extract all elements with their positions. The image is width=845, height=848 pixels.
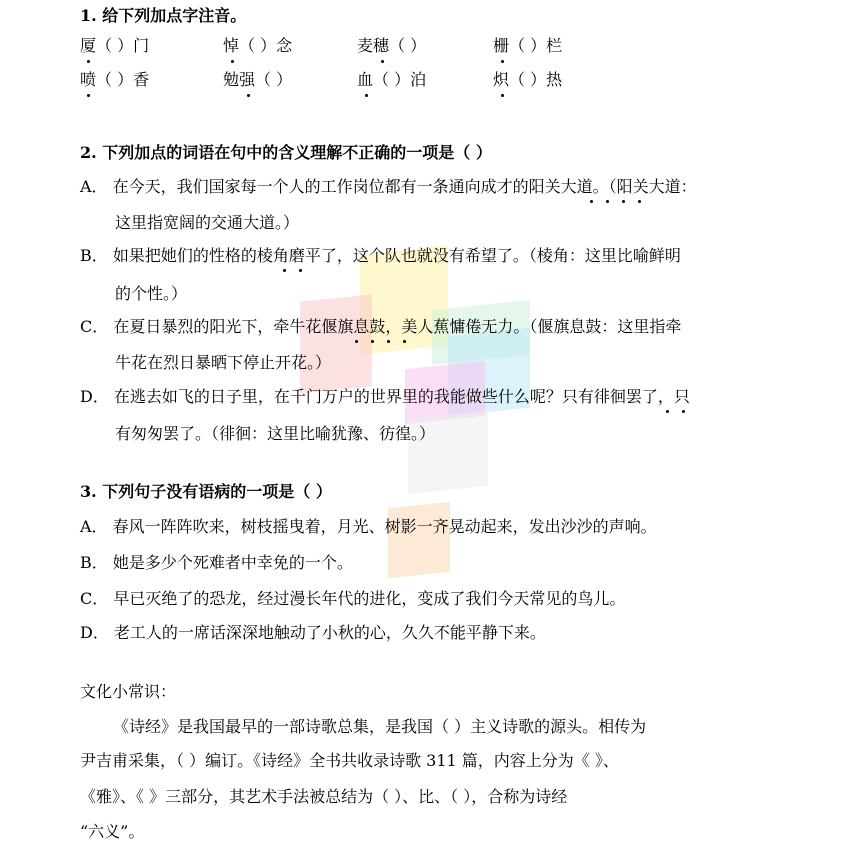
emphasis-dot: [387, 340, 390, 343]
q2-option-c-cont: 牛花在烈日暴晒下停止开花。）: [115, 353, 332, 372]
q2-option-d-cont: 有匆匆罢了。（徘徊：这里比喻犹豫、彷徨。）: [115, 424, 436, 443]
emphasis-dot: [682, 410, 685, 413]
q1-title: 1. 给下列加点字注音。: [80, 6, 247, 25]
q1-item-7: 血（ ）泊: [357, 70, 427, 89]
q3-option-a: A． 春风一阵阵吹来，树枝摇曳着，月光、树影一齐晃动起来，发出沙沙的声响。: [80, 517, 657, 536]
q2-option-b-cont: 的个性。）: [115, 284, 188, 303]
emphasis-dot: [299, 269, 302, 272]
q2-title: 2. 下列加点的词语在句中的含义理解不正确的一项是（ ）: [80, 143, 492, 162]
q1-item-8: 炽（ ）热: [493, 70, 563, 89]
emphasis-dot: [638, 200, 641, 203]
emphasis-dot: [501, 94, 504, 97]
emphasis-dot: [590, 200, 593, 203]
q3-title: 3. 下列句子没有语病的一项是（ ）: [80, 482, 332, 501]
emphasis-dot: [231, 60, 234, 63]
q1-item-2: 悼（ ）念: [223, 36, 293, 55]
emphasis-dot: [247, 94, 250, 97]
emphasis-dot: [666, 410, 669, 413]
q3-option-d: D． 老工人的一席话深深地触动了小秋的心，久久不能平静下来。: [80, 623, 546, 642]
culture-line-4: “六义”。: [80, 822, 145, 841]
emphasis-dot: [283, 269, 286, 272]
watermark-block-orange: [388, 502, 450, 579]
q1-item-1: 厦（ ）门: [80, 36, 150, 55]
q1-item-6: 勉强（ ）: [223, 70, 293, 89]
q2-option-a: A． 在今天，我们国家每一个人的工作岗位都有一条通向成才的阳关大道。（阳关大道：: [80, 177, 697, 196]
q1-item-4: 栅（ ）栏: [493, 36, 563, 55]
emphasis-dot: [355, 340, 358, 343]
emphasis-dot: [371, 340, 374, 343]
culture-title: 文化小常识：: [80, 682, 177, 701]
emphasis-dot: [622, 200, 625, 203]
culture-line-1: 《诗经》是我国最早的一部诗歌总集，是我国（ ）主义诗歌的源头。相传为: [113, 717, 647, 736]
watermark-block-red: [300, 294, 372, 394]
q3-option-c: C． 早已灭绝了的恐龙，经过漫长年代的进化，变成了我们今天常见的鸟儿。: [80, 589, 626, 608]
emphasis-dot: [365, 94, 368, 97]
q2-option-b: B． 如果把她们的性格的棱角磨平了，这个队也就没有希望了。（棱角：这里比喻鲜明: [80, 246, 681, 265]
emphasis-dot: [87, 94, 90, 97]
q1-item-5: 喷（ ）香: [80, 70, 150, 89]
q1-item-3: 麦穗（ ）: [357, 36, 427, 55]
q2-option-d: D． 在逃去如飞的日子里，在千门万户的世界里的我能做些什么呢？只有徘徊罢了，只: [80, 387, 690, 406]
emphasis-dot: [403, 340, 406, 343]
culture-line-3: 《雅》、《 》三部分，其艺术手法被总结为（ ）、比、（ ），合称为诗经: [80, 787, 568, 806]
emphasis-dot: [381, 60, 384, 63]
q2-option-c: C． 在夏日暴烈的阳光下，牵牛花偃旗息鼓，美人蕉慵倦无力。（偃旗息鼓：这里指牵: [80, 317, 682, 336]
emphasis-dot: [606, 200, 609, 203]
culture-line-2: 尹吉甫采集，（ ）编订。《诗经》全书共收录诗歌 311 篇，内容上分为《 》、: [80, 751, 619, 770]
emphasis-dot: [87, 60, 90, 63]
q3-option-b: B． 她是多少个死难者中幸免的一个。: [80, 553, 353, 572]
emphasis-dot: [501, 60, 504, 63]
q2-option-a-cont: 这里指宽阔的交通大道。）: [115, 213, 300, 232]
